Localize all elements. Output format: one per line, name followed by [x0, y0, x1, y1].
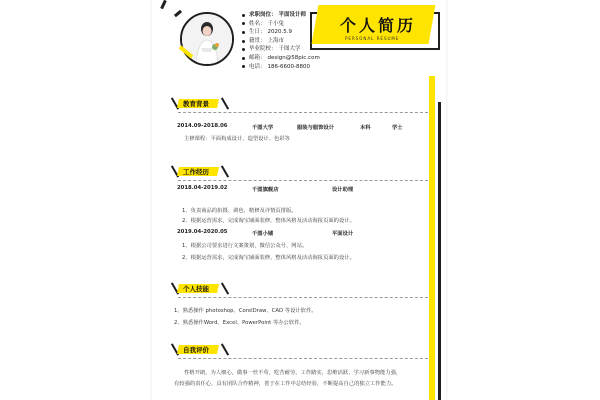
education-courses: 主修课程：平面构成设计、造型设计、色彩等 — [184, 136, 290, 142]
info-row-phone: 电话： 186-6600-8800 — [242, 63, 320, 72]
bullet-icon — [242, 31, 245, 34]
bullet-icon — [242, 65, 245, 68]
resume-document — [152, 0, 446, 400]
decorative-slash — [221, 165, 229, 177]
education-major: 服装与服饰设计 — [297, 125, 335, 131]
decorative-dash — [174, 10, 182, 17]
education-degree: 本科 — [360, 125, 371, 131]
info-row-birthday: 生日： 2020.5.9 — [242, 28, 320, 37]
avatar — [180, 12, 234, 66]
decorative-slash — [221, 97, 229, 109]
bullet-icon — [242, 57, 245, 60]
job-company: 千图旗舰店 — [252, 187, 279, 193]
job-duty: 2、根据运营需求，完成淘宝铺面装修，整体风格及活动海报页面的设计。 — [182, 255, 355, 261]
decorative-yellow-bar — [429, 76, 435, 400]
decorative-black-bar — [438, 102, 441, 400]
decorative-slash — [160, 0, 167, 9]
bullet-icon — [242, 22, 245, 25]
job-period: 2018.04-2019.02 — [177, 185, 228, 191]
education-school: 千图大学 — [252, 125, 274, 131]
page-title: 个人简历 — [340, 16, 417, 35]
job-period: 2019.04-2020.05 — [177, 229, 228, 235]
job-position: 设计助理 — [332, 187, 354, 193]
info-row-email: 邮箱： design@58pic.com — [242, 54, 320, 63]
section-title: 教育背景 — [183, 100, 209, 108]
info-row-hometown: 籍贯： 上海市 — [242, 37, 320, 46]
job-company: 千图小铺 — [252, 231, 274, 237]
section-title: 个人技能 — [183, 285, 209, 293]
bullet-icon — [242, 40, 245, 43]
bullet-icon — [242, 48, 245, 51]
section-title: 自我评价 — [183, 346, 209, 354]
self-evaluation-line: 有较强的责任心，具有团队合作精神，善于在工作中总结经验，不断提高自己的独立工作能力。 — [174, 381, 397, 387]
section-title: 工作经历 — [183, 168, 209, 176]
bullet-icon — [242, 14, 245, 17]
page-subtitle: PERSONAL RESUME — [345, 36, 400, 41]
decorative-slash — [221, 343, 229, 355]
job-duty: 2、根据运营需求，完成淘宝铺面装修，整体风格及活动海报页面的设计。 — [182, 218, 355, 224]
education-period: 2014.09-2018.06 — [177, 123, 228, 129]
info-row-name: 姓名： 千小兔 — [242, 20, 320, 29]
profile-info — [242, 11, 320, 71]
section-divider — [178, 358, 428, 359]
info-row-position: 求职岗位： 平面设计师 — [242, 11, 320, 20]
skill-item: 1、熟悉操作 photoshop、CorelDraw、CAD 等设计软件。 — [174, 308, 317, 314]
education-degree-level: 学士 — [392, 125, 403, 131]
section-divider — [178, 180, 428, 181]
job-position: 平面设计 — [332, 231, 354, 237]
self-evaluation-line: 性格开朗，为人细心，做事一丝不苟，吃苦耐劳，工作踏实，思维活跃，学习新事物能力强， — [184, 370, 402, 376]
section-divider — [178, 297, 428, 298]
skill-item: 2、熟悉操作Word、Excel、PowerPoint 等办公软件。 — [174, 320, 305, 326]
decorative-slash — [221, 282, 229, 294]
job-duty: 1、根据公司要求进行文案策划，微信公众号、网站。 — [182, 243, 308, 249]
job-duty: 1、负责商品的拍摄、调色、精修及详情页排版。 — [182, 208, 297, 214]
info-row-school: 毕业院校： 千图大学 — [242, 45, 320, 54]
section-divider — [178, 112, 428, 113]
